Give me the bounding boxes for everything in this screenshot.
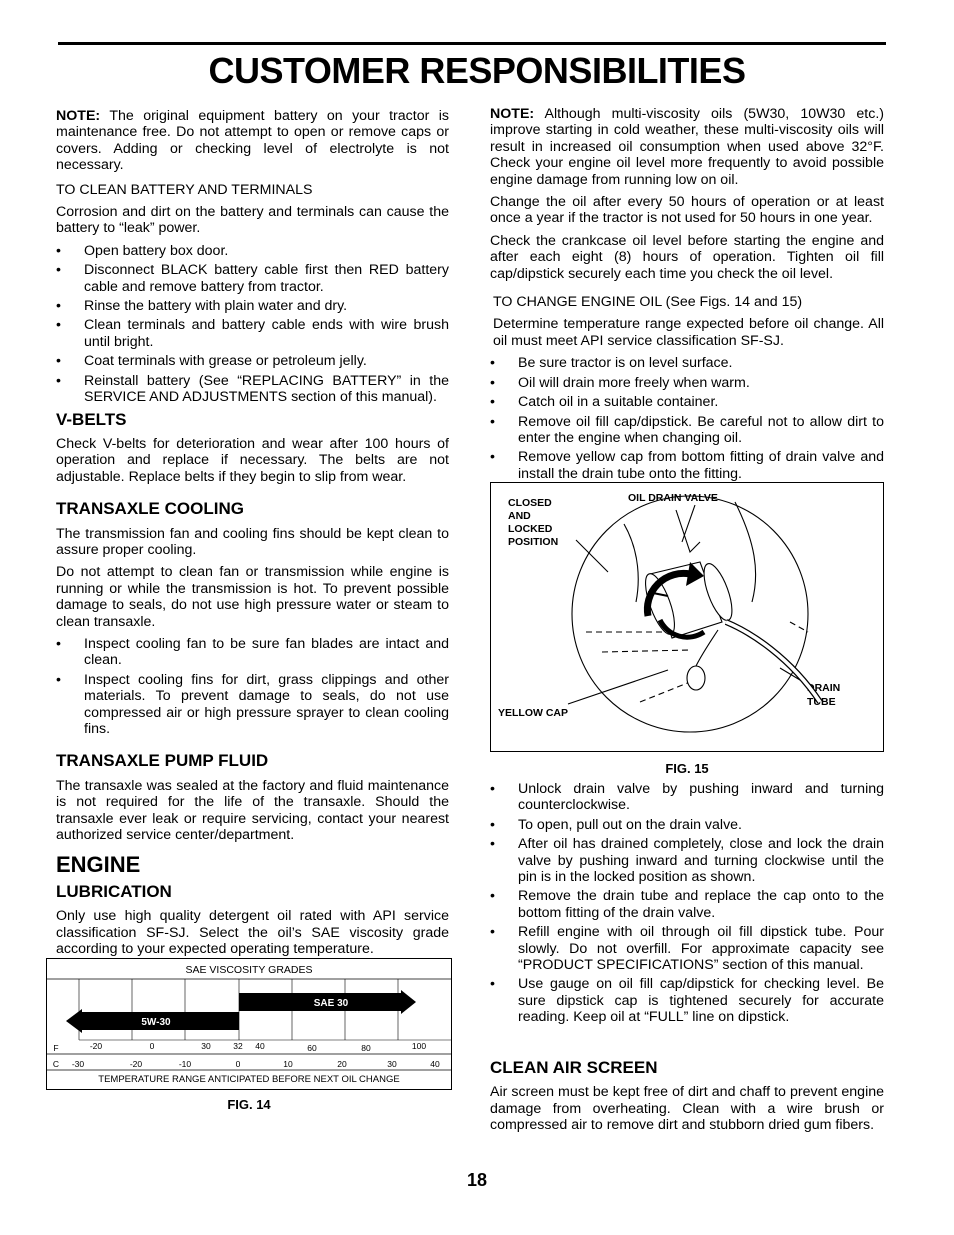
note-label: NOTE: (490, 106, 535, 122)
5w30-label: 5W-30 (141, 1017, 171, 1028)
change-caption: TO CHANGE ENGINE OIL (See Figs. 14 and 15) (493, 294, 803, 311)
page-title: CUSTOMER RESPONSIBILITIES (208, 50, 746, 91)
chart-footer: TEMPERATURE RANGE ANTICIPATED BEFORE NEXT OIL CHANGE (98, 1074, 400, 1085)
tick-label: -10 (178, 1059, 192, 1069)
yellow-cap-label: YELLOW CAP (498, 707, 568, 719)
list-item: • Remove the drain tube and replace the cap onto to the bottom fitting of the drain valve. (490, 888, 884, 921)
cooling-p2: Do not attempt to clean fan or transmission while engine is running or while the transmission is hot. To prevent possible damage to seals, do not use high pressure water or steam to clean transaxle. (56, 564, 449, 630)
tick-label: 30 (201, 1041, 211, 1051)
tick-label: 40 (255, 1041, 265, 1051)
pump-text: The transaxle was sealed at the factory and fluid maintenance is not required for the life of the transaxle. Should the transaxle ever leak or require servicing, contact your nearest authorized service center/department. (56, 777, 449, 844)
tick-label: 40 (430, 1059, 440, 1069)
oil-note (490, 106, 884, 188)
cooling-p1: The transmission fan and cooling fins should be kept clean to assure proper cooling. (56, 525, 449, 558)
air-screen-heading: CLEAN AIR SCREEN (490, 1057, 658, 1077)
list-item: • Disconnect BLACK battery cable first then RED battery cable and remove battery from tractor. (56, 262, 449, 295)
closed-label: LOCKED (508, 523, 553, 535)
list-item: • Clean terminals and battery cable ends with wire brush until bright. (56, 317, 449, 350)
viscosity-chart (46, 958, 452, 1090)
engine-heading: ENGINE (56, 852, 141, 878)
tick-label: 20 (337, 1059, 347, 1069)
list-item: • Inspect cooling fins for dirt, grass clippings and other materials. To prevent damage to seals, do not use compressed air or high pressure sprayer to clean cooling fins. (56, 672, 449, 738)
page-number: 18 (466, 1170, 488, 1190)
list-item: • Rinse the battery with plain water and dry. (56, 298, 449, 314)
note-text: The original equipment battery on your tractor is maintenance free. Do not attempt to open or remove caps or covers. Adding or checking level of electrolyte is not necessary. (56, 108, 449, 174)
lubrication-heading: LUBRICATION (56, 881, 172, 901)
list-item: • Unlock drain valve by pushing inward and turning counterclockwise. (490, 781, 884, 814)
tick-label: -20 (129, 1059, 143, 1069)
tick-label: 0 (149, 1041, 155, 1051)
list-item: • Oil will drain more freely when warm. (490, 375, 884, 391)
tick-label: 10 (283, 1059, 293, 1069)
note-label: NOTE: (56, 108, 101, 124)
left-column (56, 108, 449, 963)
fig15-caption: FIG. 15 (665, 761, 709, 776)
chart-title: SAE VISCOSITY GRADES (185, 964, 313, 976)
tick-label: -20 (89, 1041, 103, 1051)
lubrication-text: Only use high quality detergent oil rated with API service classification SF-SJ. Select the oil’s SAE viscosity grade according to your expected operating temperature. (56, 908, 449, 958)
change-steps (490, 355, 884, 482)
pump-heading: TRANSAXLE PUMP FLUID (56, 751, 269, 771)
drain-tube-label: DRAIN (807, 682, 841, 694)
tick-label: 60 (307, 1043, 317, 1053)
cooling-steps (56, 636, 449, 737)
change-interval: Change the oil after every 50 hours of operation or at least once a year if the tractor is not used for 50 hours in one year. (490, 194, 884, 227)
list-item: • Open battery box door. (56, 243, 449, 259)
change-intro: Determine temperature range expected before oil change. All oil must meet API service classification SF-SJ. (493, 316, 884, 349)
list-item: • To open, pull out on the drain valve. (490, 817, 884, 833)
battery-intro: Corrosion and dirt on the battery and terminals can cause the battery to “leak” power. (56, 204, 449, 237)
celsius-ticks (53, 1059, 440, 1069)
drain-tube-label: TUBE (807, 696, 836, 708)
tick-label: 100 (411, 1041, 427, 1051)
closed-label: POSITION (508, 536, 559, 548)
tick-label: 30 (387, 1059, 397, 1069)
note-text: Although multi-viscosity oils (5W30, 10W30 etc.) improve starting in cold weather, these multi-viscosity oils will result in increased oil consumption when used above 32°F. Check your engine oil level more frequently to avoid possible engine damage from running low on oil. (490, 106, 884, 188)
drain-valve-diagram (490, 482, 884, 752)
list-item: • Remove yellow cap from bottom fitting of drain valve and install the drain tube onto the fitting. (490, 449, 884, 482)
valve-label: OIL DRAIN VALVE (628, 492, 718, 504)
tick-label: 80 (361, 1043, 371, 1053)
battery-steps (56, 243, 449, 406)
list-item: • Catch oil in a suitable container. (490, 394, 884, 410)
air-screen-text: Air screen must be kept free of dirt and chaff to prevent engine damage from overheating. Clean with a wire brush or compressed air to remove dirt and stubborn dried gum fibers. (490, 1084, 884, 1133)
list-item: • Refill engine with oil through oil fill dipstick tube. Pour slowly. Do not overfill. For approximate capacity see “PRODUCT SPECIFICATIONS” section of this manual. (490, 924, 884, 973)
list-item: • After oil has drained completely, close and lock the drain valve by pushing inward and turning clockwise until the pin is in the locked position as shown. (490, 836, 884, 885)
check-level: Check the crankcase oil level before starting the engine and after each eight (8) hours of operation. Tighten oil fill cap/dipstick securely each time you check the oil level. (490, 232, 884, 282)
battery-caption: TO CLEAN BATTERY AND TERMINALS (56, 181, 313, 198)
tick-label: -30 (71, 1059, 85, 1069)
list-item: • Coat terminals with grease or petroleum jelly. (56, 353, 449, 369)
list-item: • Use gauge on oil fill cap/dipstick for checking level. Be sure dipstick cap is tightened securely for accurate reading. Keep oil at “FULL” line on dipstick. (490, 976, 884, 1025)
cooling-heading: TRANSAXLE COOLING (56, 499, 244, 519)
right-column-lower (490, 781, 884, 1139)
vbelts-heading: V-BELTS (56, 409, 127, 429)
list-item: • Be sure tractor is on level surface. (490, 355, 884, 371)
c-label: C (52, 1059, 60, 1069)
list-item: • Inspect cooling fan to be sure fan blades are intact and clean. (56, 636, 449, 669)
list-item: • Reinstall battery (See “REPLACING BATTERY” in the SERVICE AND ADJUSTMENTS section of this manual). (56, 373, 449, 406)
f-label: F (53, 1043, 59, 1053)
fig14-caption: FIG. 14 (227, 1097, 271, 1112)
drain-steps (490, 781, 884, 1026)
tick-label: 32 (233, 1041, 243, 1051)
closed-label: CLOSED (508, 497, 552, 509)
list-item: • Remove oil fill cap/dipstick. Be careful not to allow dirt to enter the engine when changing oil. (490, 414, 884, 447)
header-rule (58, 42, 886, 45)
battery-note (56, 108, 449, 174)
fahrenheit-ticks (53, 1041, 426, 1053)
closed-label: AND (508, 510, 531, 522)
vbelts-text: Check V-belts for deterioration and wear after 100 hours of operation and replace if necessary. The belts are not adjustable. Replace belts if they begin to slip from wear. (56, 435, 449, 485)
tick-label: 0 (235, 1059, 241, 1069)
sae30-label: SAE 30 (313, 998, 349, 1009)
right-column-upper (490, 106, 884, 488)
